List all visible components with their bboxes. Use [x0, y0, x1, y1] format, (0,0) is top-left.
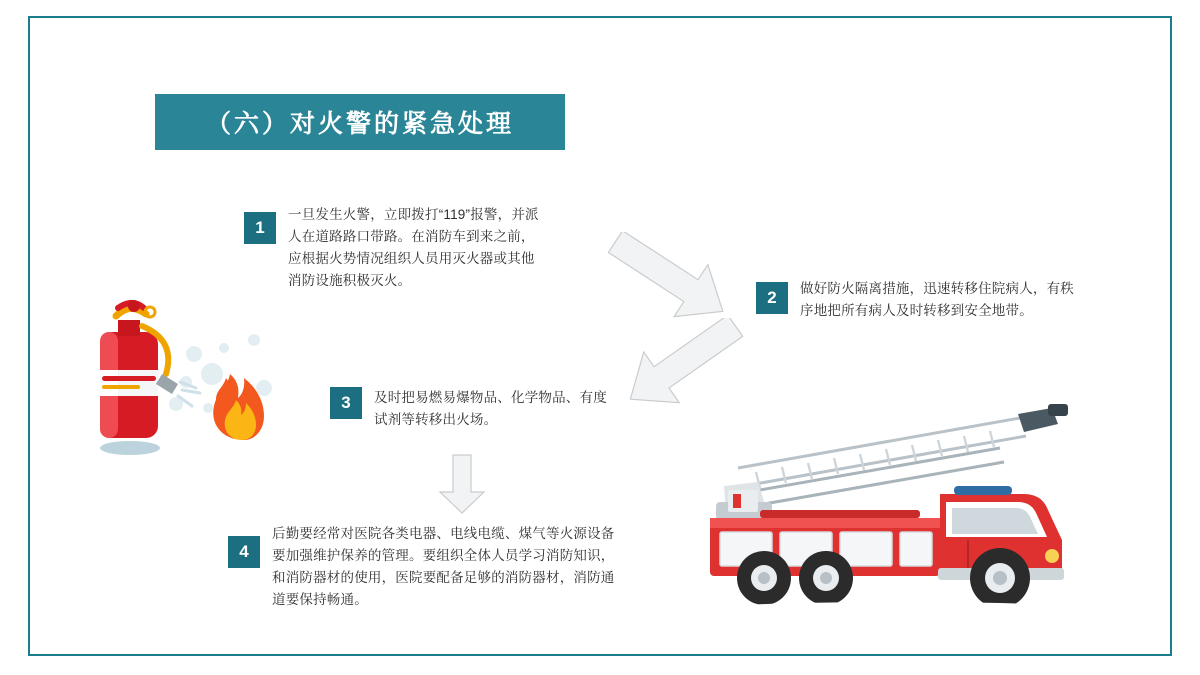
step-number-badge-4: 4	[228, 536, 260, 568]
step-item-3	[330, 387, 620, 431]
arrow-down-icon	[432, 452, 492, 521]
step-text-3: 及时把易燃易爆物品、化学物品、有度试剂等转移出火场。	[374, 390, 607, 427]
step-item-2	[756, 278, 1076, 322]
section-title-bar	[155, 94, 565, 150]
step-number-badge-1: 1	[244, 212, 276, 244]
fire-extinguisher-illustration	[58, 278, 318, 468]
step-item-4	[228, 523, 628, 610]
step-text-2: 做好防火隔离措施，迅速转移住院病人，有秩序地把所有病人及时转移到安全地带。	[800, 281, 1074, 318]
step-number-badge-3: 3	[330, 387, 362, 419]
step-text-1: 一旦发生火警，立即拨打“119”报警，并派人在道路路口带路。在消防车到来之前，应根据火势情况组织人员用灭火器或其他消防设施积极灭火。	[288, 207, 539, 288]
step-text-4: 后勤要经常对医院各类电器、电线电缆、煤气等火源设备要加强维护保养的管理。要组织全体人员学习消防知识，和消防器材的使用，医院要配备足够的消防器材，消防通道要保持畅通。	[272, 526, 615, 607]
arrow-down-right-icon	[600, 232, 740, 327]
page-title: （六）对火警的紧急处理	[205, 110, 514, 138]
step-number-badge-2: 2	[756, 282, 788, 314]
fire-truck-illustration	[700, 390, 1130, 622]
